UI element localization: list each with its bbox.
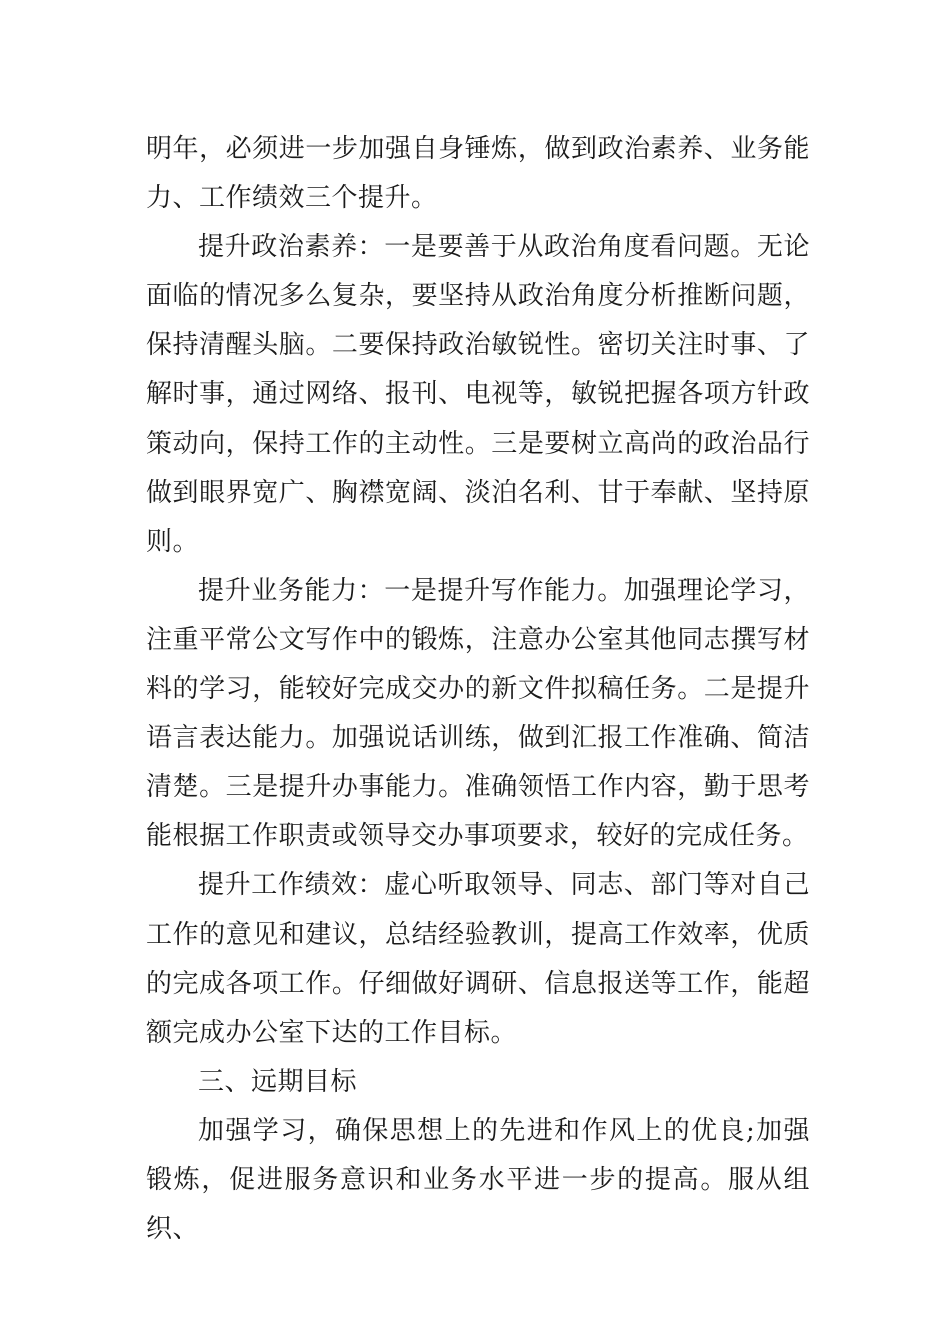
paragraph-business-ability: 提升业务能力：一是提升写作能力。加强理论学习，注重平常公文写作中的锻炼，注意办公室其他同志撰写材料的学习，能较好完成交办的新文件拟稿任务。二是提升语言表达能力。加强说话训练，做到汇报工作准确、简洁清楚。三是提升办事能力。准确领悟工作内容，勤于思考能根据工作职责或领导交办事项要求，较好的完成任务。 bbox=[146, 575, 810, 852]
paragraph-intro: 明年，必须进一步加强自身锤炼，做到政治素养、业务能力、工作绩效三个提升。 bbox=[146, 134, 810, 214]
document-body bbox=[146, 125, 810, 1254]
section-heading-long-term-goals: 三、远期目标 bbox=[198, 1066, 358, 1097]
paragraph-political-quality: 提升政治素养：一是要善于从政治角度看问题。无论面临的情况多么复杂，要坚持从政治角度分析推断问题，保持清醒头脑。二要保持政治敏锐性。密切关注时事、了解时事，通过网络、报刊、电视等，敏锐把握各项方针政策动向，保持工作的主动性。三是要树立高尚的政治品行做到眼界宽广、胸襟宽阔、淡泊名利、甘于奉献、坚持原则。 bbox=[146, 232, 810, 557]
paragraph-work-performance: 提升工作绩效：虚心听取领导、同志、部门等对自己工作的意见和建议，总结经验教训，提高工作效率，优质的完成各项工作。仔细做好调研、信息报送等工作，能超额完成办公室下达的工作目标。 bbox=[146, 870, 810, 1048]
paragraph-long-term-goals: 加强学习，确保思想上的先进和作风上的优良;加强锻炼，促进服务意识和业务水平进一步的提高。服从组织、 bbox=[146, 1115, 810, 1245]
